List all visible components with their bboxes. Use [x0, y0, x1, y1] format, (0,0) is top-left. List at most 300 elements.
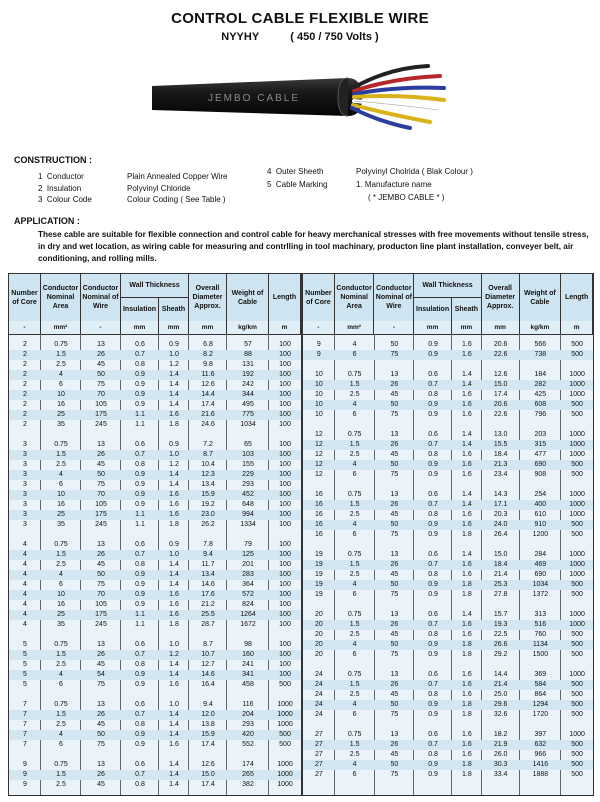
cell-insulation: 0.8	[135, 781, 145, 788]
cell-core: 12	[314, 461, 323, 468]
cell-weight: 203	[534, 431, 547, 438]
cell-sheath: 1.4	[169, 481, 179, 488]
cell-length: 100	[279, 601, 291, 608]
cell-area: 4	[352, 341, 357, 348]
header-cell: Length	[269, 274, 301, 321]
cell-core: 2	[23, 421, 27, 428]
cell-insulation: 0.7	[135, 771, 145, 778]
cell-core: 10	[314, 391, 323, 398]
cell-length: 500	[571, 651, 583, 658]
cell-wire: 13	[390, 611, 399, 618]
cell-area: 25	[57, 411, 65, 418]
cell-area: 0.75	[347, 551, 362, 558]
cell-weight: 174	[242, 761, 254, 768]
cell-weight: 1264	[240, 611, 256, 618]
cell-area: 0.75	[54, 761, 68, 768]
cell-area: 4	[59, 571, 63, 578]
cell-length: 500	[571, 701, 583, 708]
cell-wire: 13	[97, 761, 105, 768]
cell-area: 0.75	[54, 341, 68, 348]
table-row	[9, 540, 301, 550]
cell-diameter: 21.3	[493, 461, 508, 468]
cell-sheath: 1.4	[461, 441, 472, 448]
cell-wire: 75	[97, 581, 105, 588]
cell-core: 20	[314, 631, 323, 638]
cell-diameter: 14.6	[201, 581, 215, 588]
cell-insulation: 0.7	[135, 351, 145, 358]
header-cell: Sheath	[159, 298, 189, 321]
cell-diameter: 10.7	[201, 651, 215, 658]
cell-wire: 75	[97, 381, 105, 388]
table-row	[303, 400, 593, 410]
cell-core: 19	[314, 581, 323, 588]
cell-diameter: 18.4	[493, 561, 508, 568]
cell-weight: 420	[242, 731, 254, 738]
cell-length: 1000	[277, 781, 293, 788]
cell-wire: 45	[97, 561, 105, 568]
cell-sheath: 1.4	[169, 761, 179, 768]
table-header	[9, 274, 301, 322]
cell-sheath: 1.6	[461, 691, 472, 698]
cell-sheath: 1.8	[461, 711, 472, 718]
cell-insulation: 0.9	[428, 651, 438, 658]
cell-area: 1.5	[56, 451, 66, 458]
cell-area: 6	[59, 581, 63, 588]
cell-core: 2	[23, 411, 27, 418]
construction-item: 5 Cable Marking	[267, 180, 328, 189]
cell-length: 100	[279, 491, 291, 498]
cell-insulation: 0.9	[135, 501, 145, 508]
cell-area: 2.5	[56, 361, 66, 368]
table-row	[303, 670, 593, 680]
table-row	[303, 760, 593, 770]
cell-length: 1000	[569, 561, 585, 568]
cell-insulation: 0.6	[135, 341, 145, 348]
cell-insulation: 0.6	[135, 441, 145, 448]
cell-length: 100	[279, 461, 291, 468]
cell-wire: 13	[97, 441, 105, 448]
cell-area: 0.75	[347, 491, 362, 498]
cable-marking: JEMBO CABLE	[208, 93, 301, 104]
construction-item: 1 Conductor	[38, 172, 84, 181]
cell-wire: 45	[390, 571, 399, 578]
cell-insulation: 0.8	[135, 721, 145, 728]
cell-core: 9	[23, 761, 27, 768]
cell-area: 2.5	[349, 571, 360, 578]
cell-core: 24	[314, 671, 323, 678]
cell-area: 6	[352, 471, 357, 478]
cell-weight: 315	[534, 441, 547, 448]
cell-area: 10	[57, 491, 65, 498]
cell-diameter: 12.6	[201, 381, 215, 388]
header-cell: Overall Diameter Approx.	[482, 274, 520, 321]
cell-length: 1000	[569, 451, 585, 458]
cell-diameter: 12.0	[201, 711, 215, 718]
cell-weight: 796	[534, 411, 547, 418]
cell-insulation: 0.9	[428, 591, 438, 598]
table-row	[303, 740, 593, 750]
cell-wire: 26	[97, 551, 105, 558]
cell-sheath: 1.4	[461, 371, 472, 378]
cell-wire: 13	[390, 671, 399, 678]
cell-core: 10	[314, 401, 323, 408]
cell-wire: 50	[390, 641, 399, 648]
cell-length: 1000	[569, 431, 585, 438]
cell-weight: 552	[242, 741, 254, 748]
table-row	[9, 580, 301, 590]
cell-core: 4	[23, 601, 27, 608]
cell-area: 1.5	[349, 381, 360, 388]
cell-weight: 469	[534, 561, 547, 568]
cell-core: 16	[314, 531, 323, 538]
cell-length: 100	[279, 611, 291, 618]
table-row	[303, 460, 593, 470]
cell-weight: 824	[242, 601, 254, 608]
cell-weight: 201	[242, 561, 254, 568]
cell-weight: 241	[242, 661, 254, 668]
subtitle	[0, 31, 600, 43]
cell-core: 19	[314, 551, 323, 558]
table-row	[303, 510, 593, 520]
cell-diameter: 12.3	[201, 471, 215, 478]
cell-sheath: 0.9	[169, 441, 179, 448]
cell-insulation: 0.6	[428, 371, 438, 378]
table-row	[9, 780, 301, 790]
cell-core: 16	[314, 521, 323, 528]
cell-insulation: 0.6	[135, 761, 145, 768]
cell-core: 24	[314, 711, 323, 718]
cell-diameter: 20.6	[493, 341, 508, 348]
unit-cell: mm	[414, 321, 452, 334]
spec-table	[8, 273, 594, 796]
cell-wire: 50	[390, 581, 399, 588]
cell-sheath: 1.8	[461, 581, 472, 588]
cell-length: 1000	[277, 721, 293, 728]
cell-weight: 204	[242, 711, 254, 718]
construction-value: 1. Manufacture name	[356, 180, 432, 189]
table-row	[9, 550, 301, 560]
cell-wire: 13	[390, 371, 399, 378]
cell-core: 27	[314, 751, 323, 758]
cell-sheath: 1.0	[169, 451, 179, 458]
cell-diameter: 9.4	[203, 551, 213, 558]
cell-insulation: 0.7	[135, 651, 145, 658]
cell-insulation: 0.6	[428, 491, 438, 498]
cell-length: 500	[571, 591, 583, 598]
cell-length: 1000	[569, 371, 585, 378]
cell-weight: 690	[534, 461, 547, 468]
table-row	[9, 740, 301, 750]
cell-sheath: 1.2	[169, 461, 179, 468]
table-row	[303, 430, 593, 440]
table-row	[303, 610, 593, 620]
table-row	[303, 550, 593, 560]
cell-wire: 75	[390, 591, 399, 598]
cell-sheath: 1.4	[169, 771, 179, 778]
cell-insulation: 0.8	[135, 461, 145, 468]
cell-sheath: 0.9	[169, 341, 179, 348]
cell-sheath: 1.4	[169, 581, 179, 588]
cell-diameter: 26.6	[493, 641, 508, 648]
cell-weight: 79	[244, 541, 252, 548]
cell-core: 24	[314, 691, 323, 698]
cell-core: 2	[23, 391, 27, 398]
cell-wire: 105	[95, 401, 107, 408]
cell-wire: 175	[95, 511, 107, 518]
cell-weight: 610	[534, 511, 547, 518]
cell-length: 500	[571, 691, 583, 698]
cell-area: 4	[352, 461, 357, 468]
cell-weight: 160	[242, 651, 254, 658]
table-row	[9, 400, 301, 410]
cell-wire: 175	[95, 611, 107, 618]
cell-length: 100	[279, 561, 291, 568]
cell-sheath: 1.8	[169, 421, 179, 428]
cell-wire: 45	[390, 631, 399, 638]
cell-insulation: 1.1	[135, 421, 145, 428]
header-cell: Conductor Nominal Area	[41, 274, 81, 321]
cell-diameter: 23.4	[493, 471, 508, 478]
cell-weight: 1200	[532, 531, 549, 538]
table-row	[303, 690, 593, 700]
cell-length: 1000	[569, 441, 585, 448]
cell-weight: 608	[534, 401, 547, 408]
cell-area: 4	[59, 671, 63, 678]
cell-weight: 1888	[532, 771, 549, 778]
cell-core: 2	[23, 381, 27, 388]
cell-length: 500	[571, 411, 583, 418]
header-cell: Overall Diameter Approx.	[189, 274, 227, 321]
cell-weight: 116	[242, 701, 254, 708]
cell-diameter: 17.4	[201, 781, 215, 788]
unit-cell: mm	[452, 321, 482, 334]
cell-core: 3	[23, 471, 27, 478]
cell-area: 1.5	[349, 621, 360, 628]
cell-length: 500	[571, 471, 583, 478]
cell-weight: 1500	[532, 651, 549, 658]
cell-insulation: 0.9	[428, 341, 438, 348]
cell-wire: 50	[390, 401, 399, 408]
cell-core: 9	[316, 351, 321, 358]
table-row	[303, 680, 593, 690]
cell-core: 2	[23, 341, 27, 348]
cell-insulation: 0.9	[135, 601, 145, 608]
cell-wire: 26	[390, 501, 399, 508]
cell-weight: 1034	[532, 581, 549, 588]
cell-area: 4	[59, 731, 63, 738]
cell-diameter: 8.2	[203, 351, 213, 358]
cell-core: 27	[314, 761, 323, 768]
cell-weight: 65	[244, 441, 252, 448]
cell-wire: 13	[390, 731, 399, 738]
cell-diameter: 18.4	[493, 451, 508, 458]
cell-length: 100	[279, 621, 291, 628]
cell-diameter: 6.8	[203, 341, 213, 348]
cell-wire: 70	[97, 591, 105, 598]
cell-length: 1000	[569, 511, 585, 518]
cell-weight: 648	[242, 501, 254, 508]
cell-insulation: 0.6	[428, 671, 438, 678]
cell-sheath: 1.6	[169, 611, 179, 618]
cell-length: 500	[571, 631, 583, 638]
cell-wire: 75	[390, 711, 399, 718]
cell-wire: 45	[97, 781, 105, 788]
header-cell: Weight of Cable	[520, 274, 562, 321]
cell-diameter: 20.6	[493, 401, 508, 408]
cell-core: 9	[23, 771, 27, 778]
cell-wire: 245	[95, 621, 107, 628]
cell-sheath: 0.9	[169, 541, 179, 548]
cell-diameter: 23.0	[201, 511, 215, 518]
cell-sheath: 1.6	[461, 451, 472, 458]
cell-core: 12	[314, 471, 323, 478]
cell-core: 3	[23, 491, 27, 498]
cell-weight: 452	[242, 491, 254, 498]
cell-core: 10	[314, 411, 323, 418]
table-row	[303, 390, 593, 400]
cell-wire: 13	[97, 541, 105, 548]
cell-area: 6	[59, 741, 63, 748]
cell-insulation: 0.9	[428, 761, 438, 768]
cell-length: 1000	[569, 391, 585, 398]
cell-core: 27	[314, 771, 323, 778]
cell-weight: 910	[534, 521, 547, 528]
cell-sheath: 1.4	[169, 781, 179, 788]
cell-length: 100	[279, 591, 291, 598]
header-cell: Number of Core	[9, 274, 41, 321]
cell-length: 500	[279, 741, 291, 748]
cell-sheath: 1.6	[169, 491, 179, 498]
cell-diameter: 21.6	[201, 411, 215, 418]
cell-area: 16	[57, 601, 65, 608]
cell-diameter: 30.3	[493, 761, 508, 768]
cell-area: 1.5	[56, 711, 66, 718]
cell-diameter: 10.4	[201, 461, 215, 468]
cell-diameter: 9.4	[203, 701, 213, 708]
cell-insulation: 0.6	[428, 731, 438, 738]
cell-weight: 265	[242, 771, 254, 778]
cell-sheath: 1.4	[169, 401, 179, 408]
cell-diameter: 24.0	[493, 521, 508, 528]
cell-wire: 50	[390, 341, 399, 348]
cell-core: 4	[23, 551, 27, 558]
cell-wire: 26	[390, 441, 399, 448]
cell-area: 6	[352, 651, 357, 658]
cell-sheath: 1.6	[169, 681, 179, 688]
cell-weight: 1672	[240, 621, 256, 628]
cell-length: 500	[571, 711, 583, 718]
table-row	[303, 500, 593, 510]
cell-area: 1.5	[56, 351, 66, 358]
cell-sheath: 1.6	[169, 591, 179, 598]
table-row	[9, 460, 301, 470]
cell-sheath: 1.4	[169, 731, 179, 738]
cell-area: 1.5	[349, 441, 360, 448]
unit-cell: mm	[159, 321, 189, 334]
cell-area: 25	[57, 511, 65, 518]
cell-diameter: 13.8	[201, 721, 215, 728]
cell-area: 2.5	[349, 751, 360, 758]
cell-insulation: 0.9	[428, 461, 438, 468]
cell-wire: 70	[97, 391, 105, 398]
table-row	[9, 340, 301, 350]
cell-insulation: 0.9	[135, 481, 145, 488]
cell-length: 500	[571, 581, 583, 588]
cell-area: 2.5	[56, 561, 66, 568]
cell-weight: 966	[534, 751, 547, 758]
cell-wire: 45	[97, 721, 105, 728]
cell-area: 4	[352, 641, 357, 648]
cell-area: 2.5	[56, 721, 66, 728]
cell-sheath: 1.8	[461, 591, 472, 598]
unit-cell: -	[9, 321, 41, 334]
cell-core: 12	[314, 441, 323, 448]
cell-weight: 369	[534, 671, 547, 678]
cell-weight: 192	[242, 371, 254, 378]
cell-diameter: 14.4	[493, 671, 508, 678]
table-row	[303, 560, 593, 570]
cell-insulation: 0.7	[135, 451, 145, 458]
cell-sheath: 1.6	[169, 511, 179, 518]
cell-sheath: 1.6	[461, 561, 472, 568]
cell-diameter: 33.4	[493, 771, 508, 778]
cell-core: 4	[23, 591, 27, 598]
cell-diameter: 25.5	[201, 611, 215, 618]
cell-weight: 341	[242, 671, 254, 678]
cell-length: 500	[571, 771, 583, 778]
cell-core: 3	[23, 521, 27, 528]
cell-weight: 1720	[532, 711, 549, 718]
cell-diameter: 14.6	[201, 671, 215, 678]
cell-area: 0.75	[347, 731, 362, 738]
cell-sheath: 1.6	[461, 741, 472, 748]
cell-diameter: 13.0	[493, 431, 508, 438]
cell-sheath: 1.6	[461, 511, 472, 518]
cell-sheath: 1.6	[169, 411, 179, 418]
cell-sheath: 1.6	[461, 401, 472, 408]
cell-weight: 477	[534, 451, 547, 458]
table-row	[9, 420, 301, 430]
cell-area: 2.5	[349, 451, 360, 458]
cell-sheath: 1.4	[461, 431, 472, 438]
cell-diameter: 7.8	[203, 541, 213, 548]
cell-wire: 45	[390, 751, 399, 758]
cell-insulation: 0.8	[135, 361, 145, 368]
cell-sheath: 1.2	[169, 361, 179, 368]
cell-insulation: 0.9	[135, 581, 145, 588]
table-row	[9, 570, 301, 580]
cell-diameter: 29.6	[493, 701, 508, 708]
table-row	[303, 750, 593, 760]
cell-insulation: 0.9	[135, 571, 145, 578]
table-row	[9, 670, 301, 680]
cell-weight: 229	[242, 471, 254, 478]
cell-weight: 131	[242, 361, 254, 368]
cell-length: 100	[279, 471, 291, 478]
cell-core: 10	[314, 371, 323, 378]
cell-wire: 26	[390, 561, 399, 568]
cell-area: 6	[59, 381, 63, 388]
table-row	[303, 350, 593, 360]
cell-core: 2	[23, 371, 27, 378]
table-row	[9, 710, 301, 720]
cell-core: 3	[23, 481, 27, 488]
cell-weight: 57	[244, 341, 252, 348]
header-cell: Insulation	[414, 298, 452, 321]
cell-core: 3	[23, 461, 27, 468]
table-row	[303, 630, 593, 640]
cell-weight: 775	[242, 411, 254, 418]
